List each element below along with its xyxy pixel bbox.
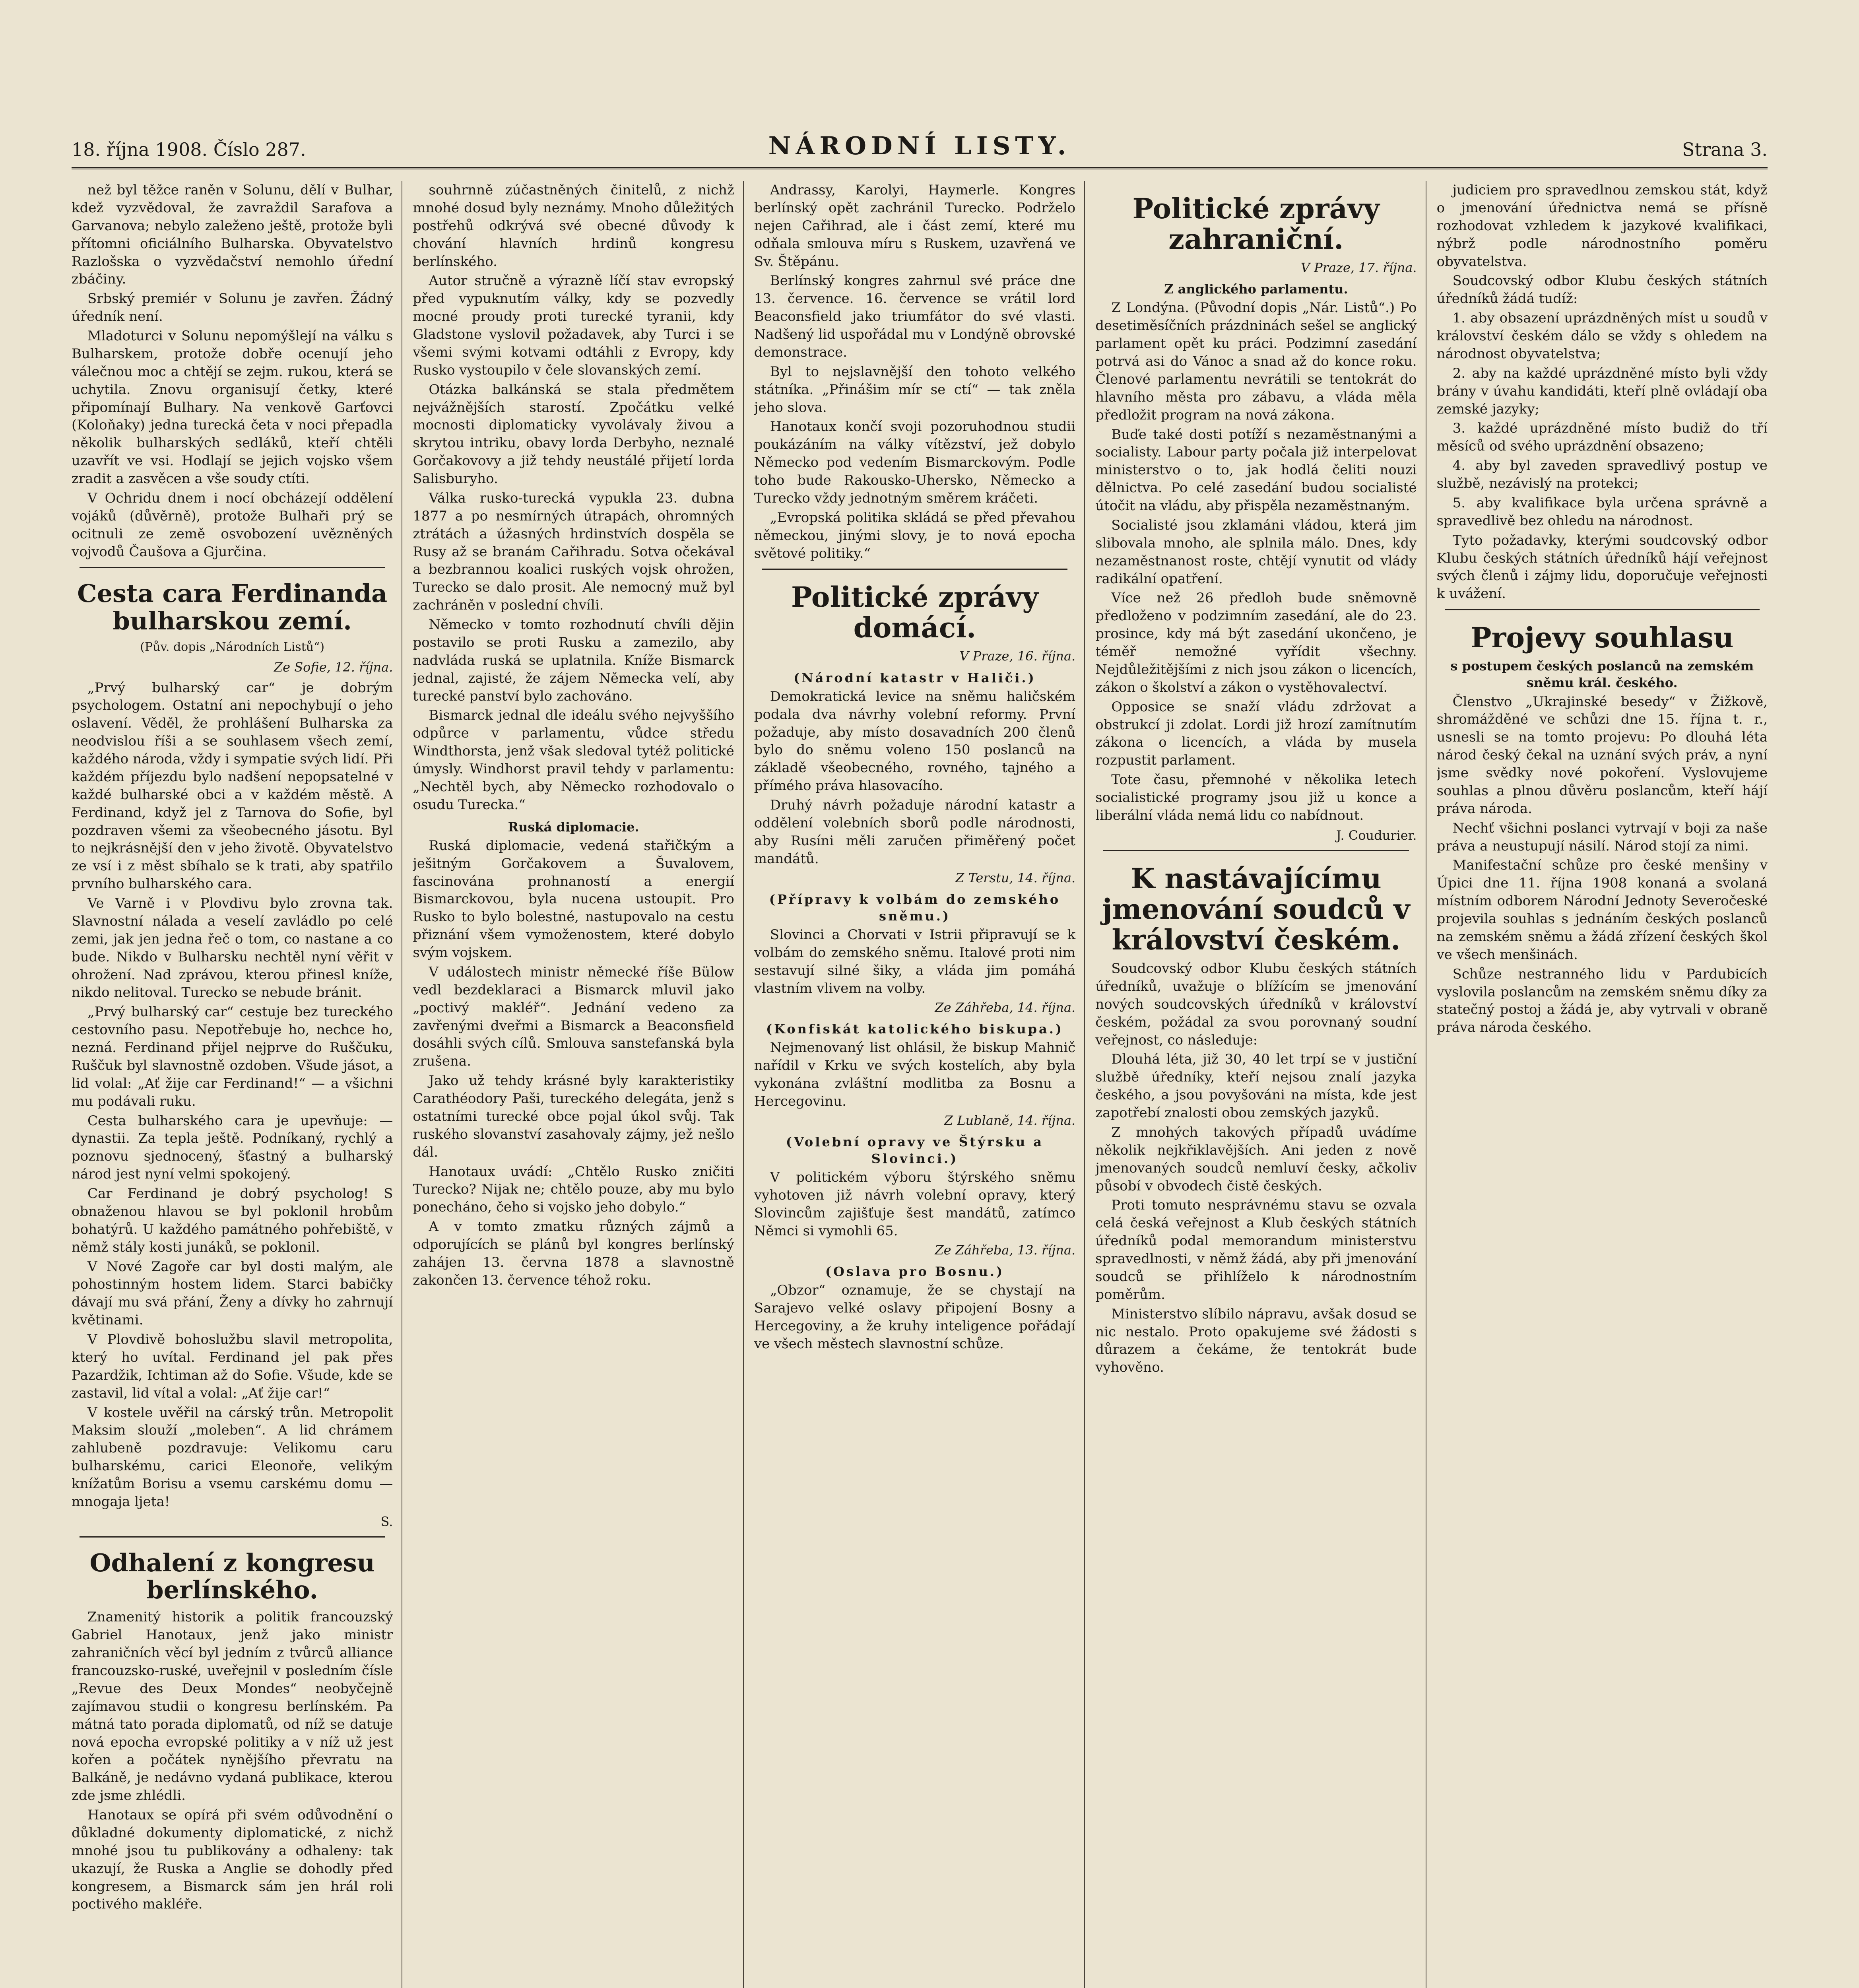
article-dateline: Ze Sofie, 12. října. <box>274 660 393 675</box>
article-dateline: V Praze, 17. října. <box>1300 260 1417 275</box>
column-2 <box>413 181 743 1988</box>
column-5 <box>1437 181 1768 1988</box>
divider <box>80 567 385 568</box>
issue-date: 18. října 1908. Číslo 287. <box>72 139 306 160</box>
article-text: Válka rusko-turecká vypukla 23. dubna 1877 a po nesmírných útrapách, ohromných ztrátách a úžasných hrdinstvích dospěla se Rusy až se branám Cařihradu. Sotva očekával a bezbrannou koalici ruských vojsk ohrožen, Turecko se dalo prosit. Ale nemocný muž byl zachráněn v poslední chvíli. <box>413 490 734 613</box>
page-number: Strana 3. <box>1682 139 1768 160</box>
article-subheading: (Volební opravy ve Štýrsku a Slovinci.) <box>786 1134 1044 1167</box>
article-text: judiciem pro spravedlnou zemskou stát, když o jmenování úřednictva nemá se přísně rozhodovat vzhledem k jazykové kvalifikaci, nýbrž podle národnostního poměru obyvatelstva. <box>1436 182 1768 270</box>
paper-title: NÁRODNÍ LISTY. <box>768 131 1071 160</box>
article-signature: J. Coudurier. <box>1336 827 1417 843</box>
article-subheading: Ruská diplomacie. <box>508 819 639 835</box>
headline-domestic-news: Politické zprávy domácí. <box>791 580 1038 645</box>
article-text: „Prvý bulharský car“ cestuje bez tureckého cestovního pasu. Nepotřebuje ho, nechce ho, nezná. Ferdinand přijel nejprve do Ruščuku, Ruščuk byl slavnostně ozdoben. Všude jásot, a lid volal: „Ať žije car Ferdinand!“ — a všichni mu podávali ruku. <box>72 1004 393 1109</box>
article-text: 1. aby obsazení uprázdněných míst u soudů v království českém dálo se vždy s ohledem na národnost obyvatelstva; <box>1436 310 1768 362</box>
article-text: Německo v tomto rozhodnutí chvíli dějin postavilo se proti Rusku a zamezilo, aby nadvláda ruská se uplatnila. Kníže Bismarck jednal, zajisté, že zájem Německa velí, aby turecké panství bylo zachováno. <box>413 617 734 704</box>
article-text: Hanotaux končí svoji pozoruhodnou studii poukázáním na války vítězství, jež dobylo Německo pod vedením Bismarckovým. Podle toho bude Rakousko-Uhersko, Německo a Turecko vždy jednotným směrem kráčeti. <box>754 419 1076 506</box>
divider <box>762 569 1067 570</box>
headline-odhaleni: Odhalení z kongresu berlínského. <box>89 1548 375 1605</box>
article-text: V Ochridu dnem i nocí obcházejí oddělení vojáků (důvěrně), protože Bulhaři prý se ocitnuli ze země osvobození uvězněných vojvodů Čaušova a Gjurčina. <box>72 490 393 560</box>
article-subheading: (Oslava pro Bosnu.) <box>825 1264 1005 1279</box>
article-text: 5. aby kvalifikace byla určena správně a spravedlivě bez ohledu na národnost. <box>1436 495 1768 529</box>
article-text: V událostech ministr německé říše Bülow vedl bezdeklaraci a Bismarck mluvil jako „poctivý makléř“. Jednání vedeno za zavřenými dveřmi a Bismarck a Beaconsfield dosáhli svých cílů. Smlouva sanstefanská byla zrušena. <box>413 964 734 1070</box>
article-dateline: Z Terstu, 14. října. <box>955 870 1076 885</box>
article-text: Bismarck jednal dle ideálu svého nejvyššího odpůrce v parlamentu, vůdce středu Windthorsta, jenž však sledoval tytéž politické úmysly. Windhorst pravil tehdy v parlamentu: „Nechtěl bych, aby Německo rozhodovalo o osudu Turecka.“ <box>413 707 734 813</box>
article-text: Tyto požadavky, kterými soudcovský odbor Klubu českých státních úředníků hájí veřejnost svých členů i zájmy lidu, doporučuje veřejnosti k uvážení. <box>1436 532 1768 602</box>
article-text: Hanotaux uvádí: „Chtělo Rusko zničiti Turecko? Nijak ne; chtělo pouze, aby mu bylo ponecháno, čeho si vojsko jeho dobylo.“ <box>413 1163 734 1215</box>
article-text: A v tomto zmatku různých zájmů a odporujících se plánů byl kongres berlínský zahájen 13. června 1878 a slavnostně zakončen 13. července téhož roku. <box>413 1219 734 1288</box>
article-text: Soudcovský odbor Klubu českých státních úředníků žádá tudíž: <box>1436 273 1768 307</box>
article-text: Berlínský kongres zahrnul své práce dne 13. července. 16. července se vrátil lord Beaconsfield jako triumfátor do své vlasti. Nadšený lid uspořádal mu v Londýně obrovské demonstrace. <box>754 273 1076 360</box>
article-text: Proti tomuto nesprávnému stavu se ozvala celá česká veřejnost a Klub českých státních úředníků podal memorandum ministerstvu spravedlnosti, v němž žádá, aby při jmenování soudců se přihlíželo k národnostním poměrům. <box>1095 1197 1417 1303</box>
article-text: „Evropská politika skládá se před převahou německou, jinými slovy, je to nová epocha světové politiky.“ <box>754 509 1076 561</box>
article-text: Členstvo „Ukrajinské besedy“ v Žižkově, shromážděné ve schůzi dne 15. října t. r., usnesli se na tomto projevu: Po dlouhá léta národ český čekal na uznání svých práv, a nyní jsme svědky nové pokoření. Vyslovujeme souhlas a plnou důvěru poslancům, kteří hájí práva národa. <box>1436 693 1768 817</box>
divider <box>1103 850 1409 851</box>
headline-foreign-news: Politické zprávy zahraniční. <box>1132 192 1380 256</box>
article-text: Soudcovský odbor Klubu českých státních úředníků, uvažuje o blížícím se jmenování nových soudcovských úředníků v království českém, požádal za svou porovnaný soudní veřejnost, co následuje: <box>1095 961 1417 1048</box>
divider <box>80 1536 385 1538</box>
article-text: Slovinci a Chorvati v Istrii připravují se k volbám do zemského sněmu. Italové proti nim sestavují silné šiky, a vláda jim pomáhá vlastním vlivem na volby. <box>754 927 1076 996</box>
article-text: 3. každé uprázdněné místo budiž do tří měsíců od svého uprázdnění obsazeno; <box>1436 420 1768 454</box>
article-signature: S. <box>380 1514 393 1529</box>
article-text: Byl to nejslavnější den tohoto velkého státníka. „Přinášim mír se ctí“ — tak zněla jeho slova. <box>754 363 1076 415</box>
columns <box>72 181 1768 1988</box>
article-text: Ministerstvo slíbilo nápravu, avšak dosud se nic nestalo. Proto opakujeme své žádosti s důrazem a čekáme, že tentokrát bude vyhověno. <box>1095 1306 1417 1376</box>
article-dateline: Z Lublaně, 14. října. <box>944 1112 1076 1128</box>
column-1 <box>72 181 402 1988</box>
article-text: Demokratická levice na sněmu haličském podala dva návrhy volební reformy. První požaduje, aby místo dosavadních 200 členů bylo do sněmu voleno 150 poslanců na základě všeobecného, rovného, tajného a přímého práva hlasovacího. <box>754 688 1076 794</box>
headline-cesta-cara: Cesta cara Ferdinanda bulharskou zemí. <box>77 579 388 635</box>
article-subheading: Z anglického parlamentu. <box>1164 282 1348 297</box>
article-text: V Plovdivě bohoslužbu slavil metropolita, který ho uvítal. Ferdinand jel pak přes Pazardžik, Ichtiman až do Sofie. Všude, kde se zastavil, lid vítal a volal: „Ať žije car!“ <box>72 1332 393 1401</box>
article-text: Manifestační schůze pro české menšiny v Úpici dne 11. října 1908 konaná a svolaná místním odborem Národní Jednoty Severočeské projevila souhlas s jednáním českých poslanců na zemském sněmu a žádá zřízení českých škol ve všech menšinách. <box>1436 857 1768 963</box>
article-text: Tote času, přemnohé v několika letech socialistické programy jsou již u konce a liberální vláda nemá lidu co nabídnout. <box>1095 772 1417 823</box>
article-dateline: V Praze, 16. října. <box>959 648 1076 664</box>
article-text: Z mnohých takových případů uvádíme několik nejkřiklavějších. Ani jeden z nově jmenovaných soudců nemluví česky, ačkoliv působí v obvodech čistě českých. <box>1095 1124 1417 1194</box>
article-text: Z Londýna. (Původní dopis „Nár. Listů“.) Po desetiměsíčních prázdninách sešel se anglický parlament opět ku práci. Podzimní zasedání potrvá asi do Vánoc a snad až do konce roku. Členové parlamentu nevrátili se tentokrát do hlavního města pro zábavu, a vláda měla předložit program na nová zákona. <box>1095 300 1417 423</box>
article-text: Socialisté jsou zklamáni vládou, která jim slibovala mnoho, ale splnila málo. Dnes, kdy nezaměstnanost roste, chtějí vynutit od vlády radikální opatření. <box>1095 517 1417 587</box>
article-text: Druhý návrh požaduje národní katastr a oddělení volebních sborů podle národnosti, aby Rusíni měli zaručen přiměřený počet mandátů. <box>754 797 1076 867</box>
article-subheading: (Národní katastr v Haliči.) <box>794 670 1036 685</box>
article-text: Ruská diplomacie, vedená stařičkým a ješitným Gorčakovem a Šuvalovem, fascinována prohnaností a energií Bismarckovou, byla nucena ustoupit. Pro Rusko to bylo bolestné, nastupovalo na cestu přiznání všem vymoženostem, které dobylo svým vojskem. <box>413 837 734 961</box>
article-subheading: (Konfiskát katolického biskupa.) <box>766 1021 1064 1037</box>
article-source: (Pův. dopis „Národních Listů“) <box>140 640 325 654</box>
article-text: souhrnně zúčastněných činitelů, z nichž mnohé dosud byly neznámy. Mnoho důležitých postřehů odkrývá své obecné důvody k chování hlavních hrdinů kongresu berlínského. <box>413 182 734 270</box>
headline-projevy-souhlasu: Projevy souhlasu <box>1470 621 1734 654</box>
article-text: „Obzor“ oznamuje, že se chystají na Sarajevo velké oslavy připojení Bosny a Hercegoviny, a že kruhy inteligence pořádají ve všech městech slavnostní schůze. <box>754 1282 1076 1352</box>
article-dateline: Ze Záhřeba, 13. října. <box>935 1242 1076 1258</box>
article-text: Buďe také dosti potíží s nezaměstnanými a socialisty. Labour party počala již interpelovat ministerstvo o to, jak hodlá čeliti nouzi dělnictva. Po celé zasedání budou socialisté útočit na vládu, aby přispěla nezaměstnaným. <box>1095 426 1417 514</box>
article-text: 2. aby na každé uprázdněné místo byli vždy brány v úvahu kandidáti, kteří plně ovládají oba zemské jazyky; <box>1436 365 1768 417</box>
article-text: 4. aby byl zaveden spravedlivý postup ve službě, nezávislý na protekci; <box>1436 458 1768 491</box>
article-text: Opposice se snaží vládu zdržovat a obstrukcí ji zdolat. Lordi již hrozí zamítnutím zákona o licencích, a vláda by musela rozpustit parlament. <box>1095 699 1417 769</box>
article-text: V politickém výboru štýrského sněmu vyhotoven již návrh volební opravy, který Slovincům zajišťuje šest mandátů, zatímco Němci si vymohli 65. <box>754 1169 1076 1239</box>
article-text: Nejmenovaný list ohlásil, že biskup Mahnič nařídil v Krku ve svých kostelích, aby byla vykonána zvláštní modlitba za Bosnu a Hercegovinu. <box>754 1040 1076 1109</box>
column-3 <box>754 181 1085 1988</box>
masthead <box>72 131 1768 169</box>
article-text: Ve Varně i v Plovdivu bylo zrovna tak. Slavnostní nálada a veselí zavládlo po celé zemi, jak jen jedna řeč o tom, co nastane a co bude. Nikdo v Bulharsku nechtěl nyní věřit v ohrožení. Nad zprávou, kterou přinesl kníže, nikdo nelitoval. Turecko se nebude bránit. <box>72 895 393 1001</box>
article-text: Hanotaux se opírá při svém odůvodnění o důkladné dokumenty diplomatické, z nichž mnohé jsou tu publikovány a odhaleny: tak ukazují, že Ruska a Anglie se dohodly před kongresem, a Bismarck sám jen hrál roli poctivého makléře. <box>72 1807 393 1912</box>
article-dateline: Ze Záhřeba, 14. října. <box>935 1000 1076 1015</box>
article-text: Více než 26 předloh bude sněmovně předloženo v podzimním zasedání, ale do 23. prosince, kdy má být zasedání ukončeno, je téměř nemožné vyřídit všechny. Nejdůležitějšími z nich jsou zákon o licencích, zákon o školství a zákon o vystěhovalectví. <box>1095 590 1417 695</box>
column-4 <box>1095 181 1426 1988</box>
headline-judges: K nastávajícímu jmenování soudců v království českém. <box>1102 862 1410 957</box>
article-text: Dlouhá léta, již 30, 40 let trpí se v justiční službě úředníky, kteří nejsou znalí jazyka českého, a jsou povyšováni na místa, kde jest zapotřebí znalosti obou zemských jazyků. <box>1095 1051 1417 1121</box>
article-subheading: s postupem českých poslanců na zemském sněmu král. českého. <box>1450 658 1754 691</box>
article-text: Otázka balkánská se stala předmětem nejvážnějších starostí. Zpočátku velké mocnosti diplomaticky vyvolávaly živou a skrytou intriku, obavy lorda Derbyho, neznalé Gorčakovovy a již tehdy neustálé přijetí lorda Salisburyho. <box>413 381 734 487</box>
article-text: Znamenitý historik a politik francouzský Gabriel Hanotaux, jenž jako ministr zahraničních věcí byl jedním z tvůrců alliance francouzsko-ruské, uveřejnil v posledním čísle „Revue des Deux Mondes“ neobyčejně zajímavou studii o kongresu berlínském. Pa mátná tato porada diplomatů, od níž se datuje nová epocha evropské politiky a v níž už jest kořen a počátek nynějšího převratu na Balkáně, je nedávno vydaná publikace, kterou zde jsme zhlédli. <box>72 1609 393 1804</box>
article-text: V kostele uvěřil na cárský trůn. Metropolit Maksim slouží „moleben“. A lid chrámem zahlubeně pozdravuje: Velikomu caru bulharskému, carici Eleonoře, velikým knížatům Borisu a vsemu carskému domu — mnogaja ljeta! <box>72 1404 393 1510</box>
article-text: Nechť všichni poslanci vytrvají v boji za naše práva a neustupují násilí. Národ stojí za nimi. <box>1436 820 1768 854</box>
article-text: než byl těžce raněn v Solunu, dělí v Bulhar, kdež vyzvědoval, že zavraždil Sarafova a Garvanova; nebylo zaleženo ještě, protože byli přítomni oficiálního Bulharska. Obyvatelstvo Razlošska o vyzvědačství nemohlo úřední zbáčiny. <box>72 182 393 287</box>
article-text: Mladoturci v Solunu nepomýšlejí na válku s Bulharskem, protože dobře ocenují jeho válečnou moc a chtějí se zejm. rukou, která se uchytila. Znovu organisují četky, které připomínají Bulhary. Na venkově Garťovci (Koloňaky) jedna turecká četa v noci přepadla několik bulharských sedláků, kteří chtěli uzavřít ve vsi. Hodlají se jejich vojsko všem zradit a zasvěcen a vše soudy ctíti. <box>72 328 393 487</box>
article-text: V Nové Zagoře car byl dosti malým, ale pohostinným hostem lidem. Starci babičky dávají mu svá přání, Ženy a dívky ho zahrnují květinami. <box>72 1258 393 1328</box>
article-text: „Prvý bulharský car“ je dobrým psychologem. Ostatní ani nepochybují o jeho oslavení. Věděl, že prohlášení Bulharska za neodvislou říši a se souhlasem všech zemí, každého národa, vždy i sympatie svých lidí. Při každém příjezdu bylo nadšení nepopsatelné v každé bulharské obci a v každém městě. A Ferdinand, když jel z Tarnova do Sofie, byl pozdraven všemi za všeobecného jásotu. Byl to nejkrásnější den v jeho životě. Obyvatelstvo ze vsí i z měst sbíhalo se k trati, aby spatřilo prvního bulharského cara. <box>72 679 393 892</box>
article-text: Jako už tehdy krásné byly karakteristiky Carathéodory Paši, tureckého delegáta, jenž s ostatními turecké obce pojal úkol svůj. Tak ruského slovanství zasahovaly zájmy, jež nešlo dál. <box>413 1073 734 1160</box>
article-text: Cesta bulharského cara je upevňuje: — dynastii. Za tepla ještě. Podníkaný, rychlý a poznovu sjednocený, šťastný a bulharský národ jest nyní velmi spokojený. <box>72 1112 393 1182</box>
article-text: Schůze nestranného lidu v Pardubicích vyslovila poslancům na zemském sněmu díky za statečný postoj a žádá je, aby vytrvali v obraně práva národa českého. <box>1436 966 1768 1036</box>
article-text: Andrassy, Karolyi, Haymerle. Kongres berlínský opět zachránil Turecko. Podrželo nejen Cařihrad, ale i část zemí, které mu odňala smlouva míru s Ruskem, uzavřená ve Sv. Štěpánu. <box>754 182 1076 270</box>
article-text: Car Ferdinand je dobrý psycholog! S obnaženou hlavou se byl poklonil hrobům bohatýrů. U každého památného pohřebiště, v němž stály kosti junáků, se poklonil. <box>72 1186 393 1255</box>
divider <box>1445 609 1760 610</box>
article-text: Autor stručně a výrazně líčí stav evropský před vypuknutím války, kdy se pozvedly mocné proudy proti turecké tyranii, kdy Gladstone vyslovil požadavek, aby Turci i se všemi svými kotvami odtáhli z Evropy, kdy Rusko vystoupilo v čele slovanských zemí. <box>413 273 734 378</box>
article-text: Srbský premiér v Solunu je zavřen. Žádný úředník není. <box>72 291 393 325</box>
article-subheading: (Přípravy k volbám do zemského sněmu.) <box>769 891 1061 924</box>
